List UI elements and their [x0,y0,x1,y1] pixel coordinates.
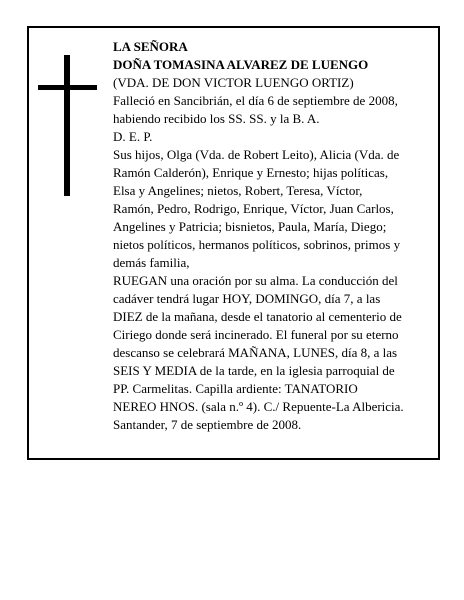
body-line: habiendo recibido los SS. SS. y la B. A. [113,111,320,126]
cross-horizontal-bar [38,85,97,90]
body-line: nietos políticos, hermanos políticos, sobrinos, primos y [113,237,401,252]
body-line: Ramón, Pedro, Rodrigo, Enrique, Víctor, Juan Carlos, [113,201,394,216]
deceased-name: DOÑA TOMASINA ALVAREZ DE LUENGO [113,57,369,72]
body-line: SEIS Y MEDIA de la tarde, en la iglesia parroquial de [113,363,395,378]
body-line: PP. Carmelitas. Capilla ardiente: TANATORIO [113,381,358,396]
body-line: Sus hijos, Olga (Vda. de Robert Leito), Alicia (Vda. de [113,147,400,162]
body-line: Angelines y Patricia; bisnietos, Paula, María, Diego; [113,219,387,234]
obituary-text [113,38,433,434]
body-line: Elsa y Angelines; nietos, Robert, Teresa, Víctor, [113,183,363,198]
body-line: Ciriego donde será incinerado. El funeral por su eterno [113,327,399,342]
body-line: RUEGAN una oración por su alma. La conducción del [113,273,398,288]
body-line: cadáver tendrá lugar HOY, DOMINGO, día 7, a las [113,291,381,306]
body-line: demás familia, [113,255,190,270]
body-line: D. E. P. [113,129,153,144]
body-line: DIEZ de la mañana, desde el tanatorio al cementerio de [113,309,402,324]
body-line: NEREO HNOS. (sala n.º 4). C./ Repuente-La Albericia. [113,399,404,414]
closing-line: Santander, 7 de septiembre de 2008. [113,417,302,432]
widow-of-line: (VDA. DE DON VICTOR LUENGO ORTIZ) [113,75,354,90]
body-line: Ramón Calderón), Enrique y Ernesto; hijas políticas, [113,165,389,180]
body-line: descanso se celebrará MAÑANA, LUNES, día 8, a las [113,345,398,360]
notice-heading: LA SEÑORA [113,39,188,54]
cross-vertical-bar [64,55,70,196]
body-line: Falleció en Sancibrián, el día 6 de septiembre de 2008, [113,93,398,108]
